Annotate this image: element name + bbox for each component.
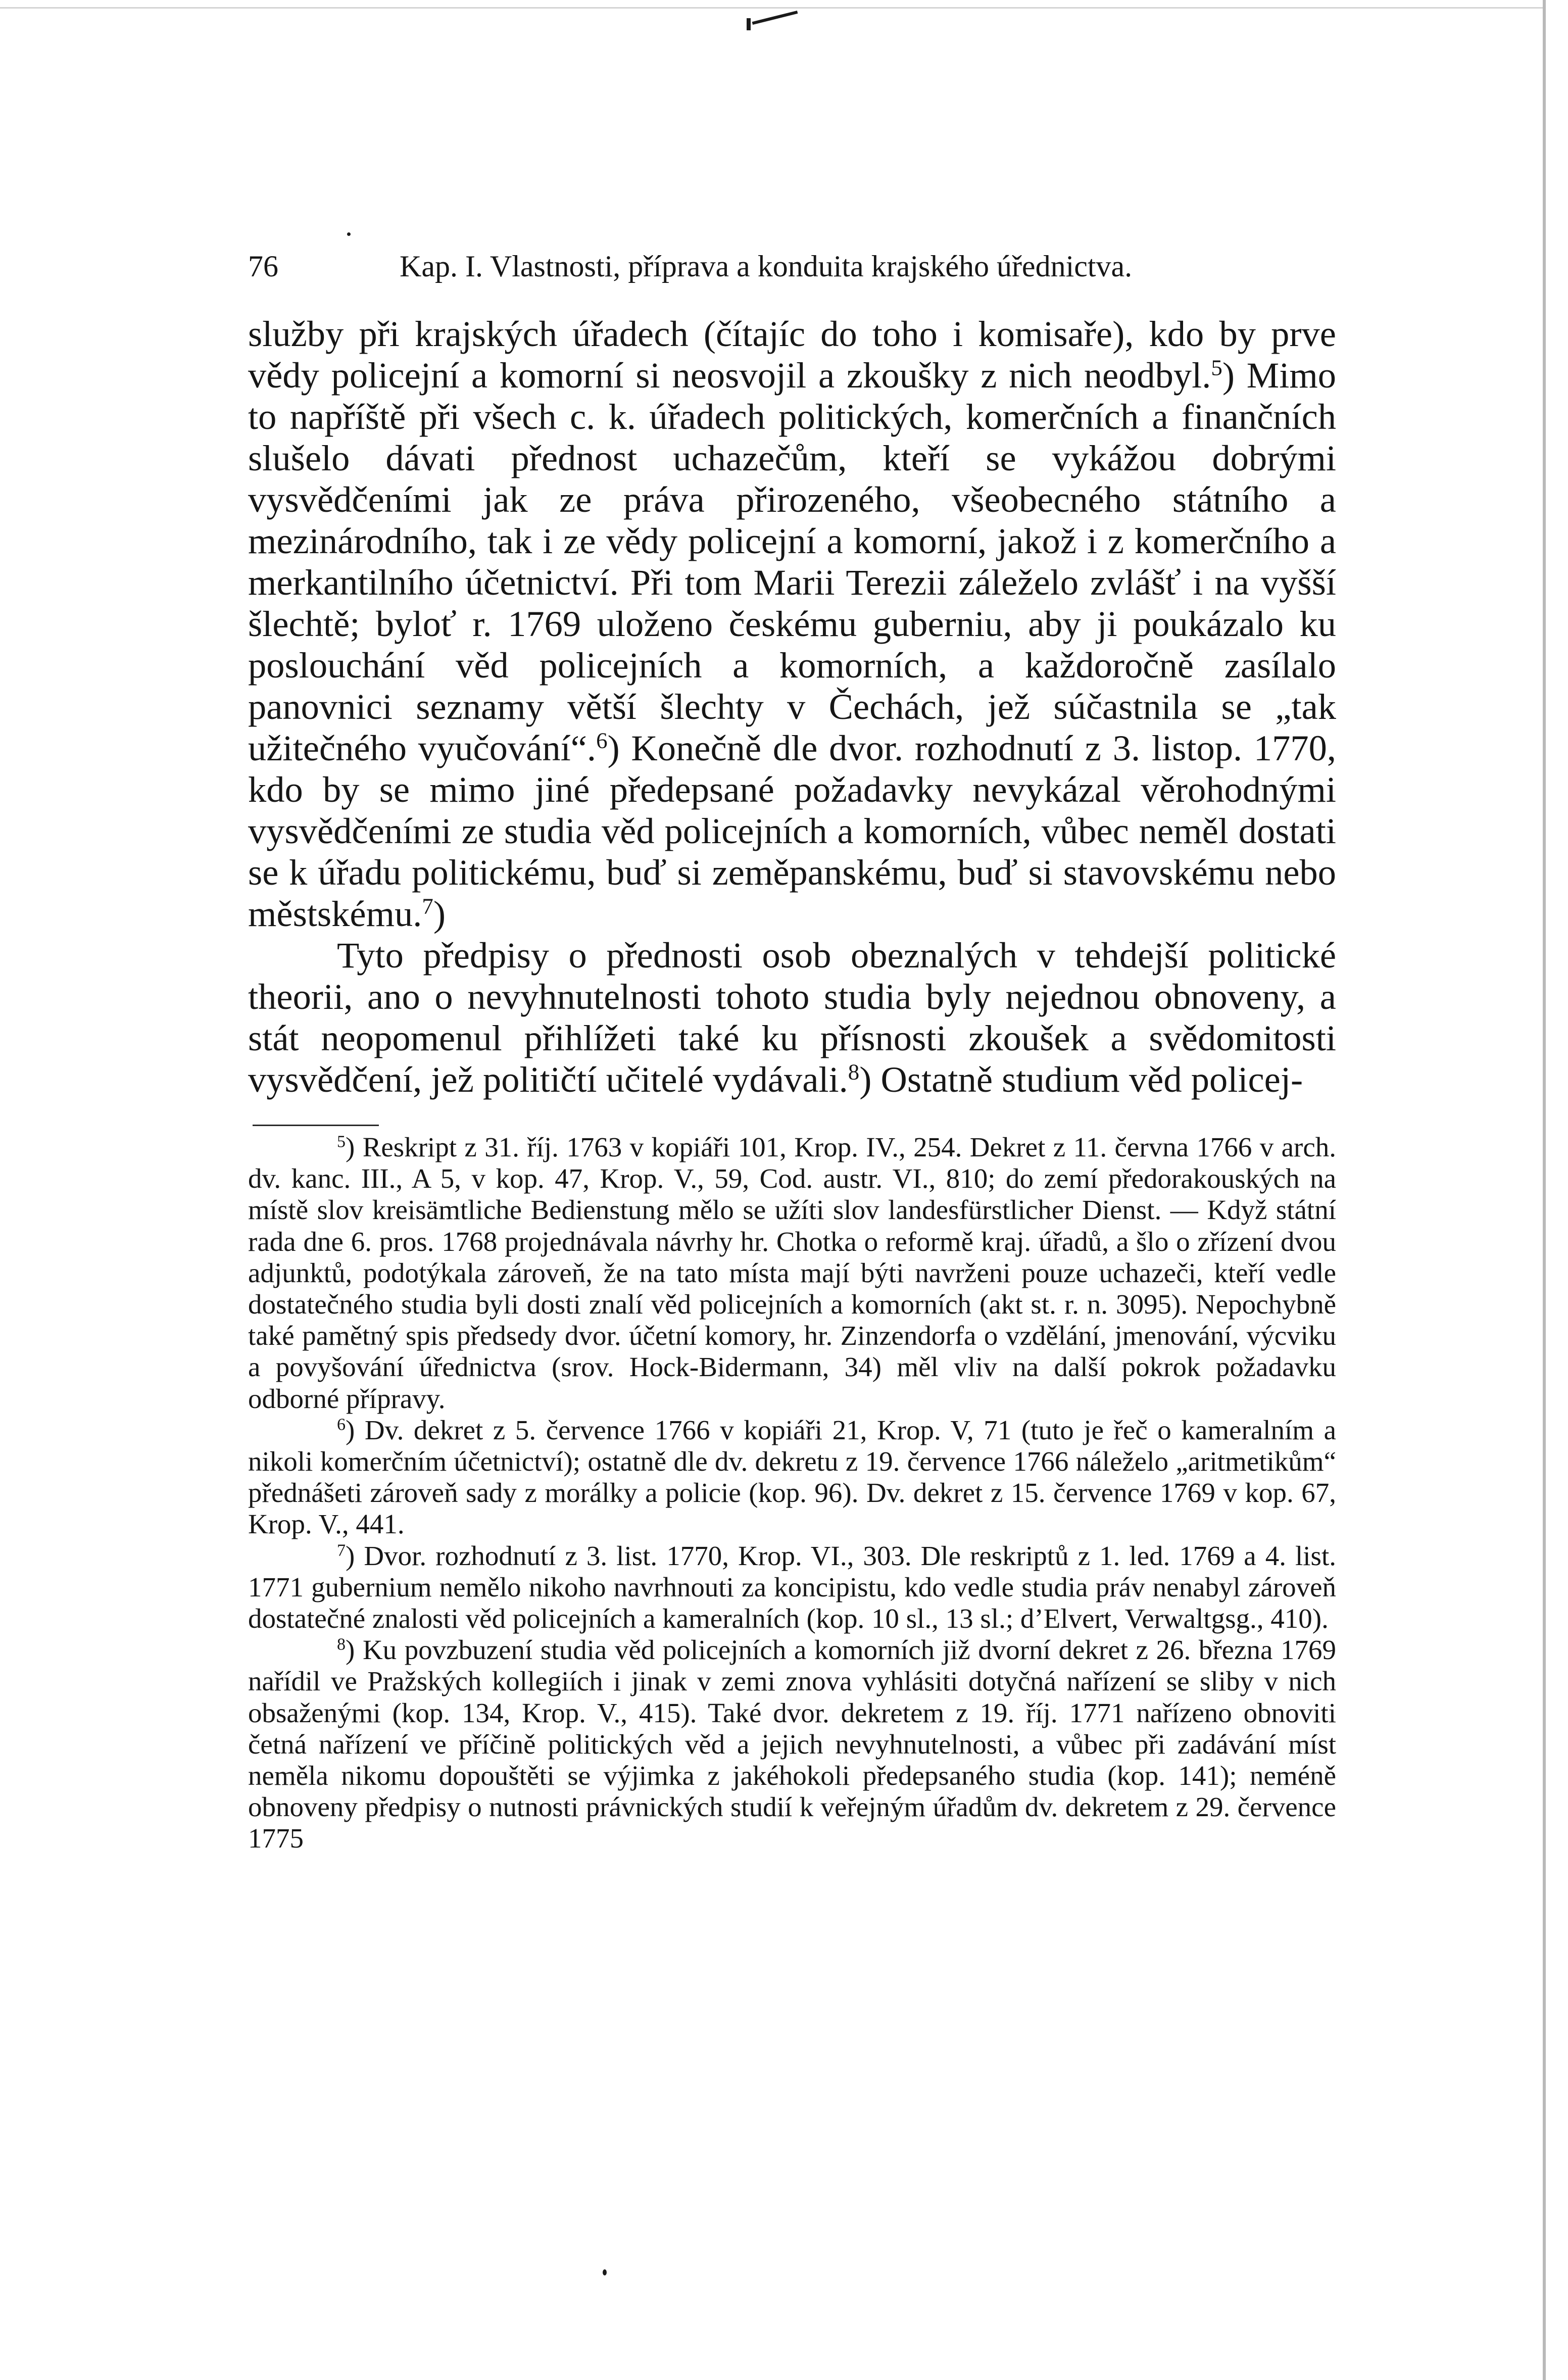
paragraph: [248, 313, 1336, 935]
scan-dot-header: [347, 232, 351, 236]
text-run: služby při krajských úřadech (čítajíc do toho i komisaře), kdo by prve vědy policejní a komorní si neosvojil a zkoušky z nich neodbyl.: [248, 313, 1336, 396]
footnote-text: ) Dvor. rozhodnutí z 3. list. 1770, Krop. VI., 303. Dle reskriptů z 1. led. 1769 a 4. list. 1771 gubernium nemělo nikoho navrhnouti za koncipistu, kdo vedle studia práv nenabyl zároveň dostatečné znalosti věd policejních a kameralních (kop. 10 sl., 13 sl.; d’Elvert, Verwaltgsg., 410).: [248, 1540, 1336, 1634]
scan-blot-top-small: [747, 18, 751, 30]
scan-top-edge: [0, 7, 1546, 9]
running-head: Kap. I. Vlastnosti, příprava a konduita krajského úřednictva.: [400, 250, 1133, 283]
footnote-ref-7: 7: [422, 893, 433, 919]
page-number: 76: [248, 250, 278, 283]
footnote-mark: 7: [337, 1540, 346, 1560]
text-run: Tyto předpisy o přednosti osob obeznalých v tehdejší politické theorii, ano o nevyhnutelnosti tohoto studia byly nejednou obnoveny, a stát neopomenul přihlížeti také ku přísnosti zkoušek a svědomitosti vysvědčení, jež političtí učitelé vydávali.: [248, 935, 1336, 1100]
text-run: ) Konečně dle dvor. rozhodnutí z 3. listop. 1770, kdo by se mimo jiné předepsané požadavky nevykázal věrohodnými vysvědčeními ze studia věd policejních a komorních, vůbec neměl dostati se k úřadu politickému, buď si zeměpanskému, buď si stavovskému nebo městskému.: [248, 727, 1336, 934]
footnote-text: ) Reskript z 31. říj. 1763 v kopiáři 101, Krop. IV., 254. Dekret z 11. června 1766 v arch. dv. kanc. III., A 5, v kop. 47, Krop. V., 59, Cod. austr. VI., 810; do zemí předorakouských na místě slov kreisämtliche Bedienstung mělo se užíti slov landesfürstlicher Dienst. — Když státní rada dne 6. pros. 1768 projednávala návrhy hr. Chotka o reformě kraj. úřadů, a šlo o zřízení dvou adjunktů, podotýkala zároveň, že na tato místa mají býti navrženi pouze uchazeči, kteří vedle dostatečného studia byli dosti znalí věd policejních a komorních (akt st. r. n. 3095). Nepochybně také pamětný spis předsedy dvor. účetní komory, hr. Zinzendorfa o vzdělání, jmenování, výcviku a povyšování úřednictva (srov. Hock-Bidermann, 34) měl vliv na další pokrok požadavku odborné přípravy.: [248, 1132, 1336, 1414]
paragraph: [248, 935, 1336, 1100]
text-run: ): [433, 893, 446, 934]
footnote-ref-6: 6: [596, 727, 608, 753]
scan-right-edge: [1543, 0, 1546, 2380]
footnote-6: [248, 1415, 1336, 1540]
footnote-ref-5: 5: [1211, 355, 1222, 380]
scan-blot-top: [752, 11, 798, 25]
text-run: ) Ostatně studium věd policej-: [859, 1059, 1303, 1100]
footnote-mark: 8: [337, 1635, 346, 1654]
footnote-divider: [253, 1125, 379, 1126]
footnote-text: ) Ku povzbuzení studia věd policejních a komorních již dvorní dekret z 26. března 1769 nařídil ve Pražských kollegiích i jinak v zemi znova vyhlásiti dotyčná nařízení se sliby v nich obsaženými (kop. 134, Krop. V., 415). Také dvor. dekretem z 19. říj. 1771 nařízeno obnoviti četná nařízení ve příčině politických věd a jejich nevyhnutelnosti, a vůbec při zadávání míst neměla nikomu dopouštěti se výjimka z jakéhokoli předepsaného studia (kop. 141); neméně obnoveny předpisy o nutnosti právnických studií k veřejným úřadům dv. dekretem z 29. července 1775: [248, 1634, 1336, 1854]
page-header: [248, 244, 1317, 289]
scan-dot-bottom: [603, 2269, 607, 2275]
footnote-7: [248, 1540, 1336, 1635]
footnote-mark: 6: [337, 1415, 346, 1434]
footnote-5: [248, 1132, 1336, 1415]
footnotes: [248, 1132, 1336, 1855]
footnote-text: ) Dv. dekret z 5. července 1766 v kopiáři 21, Krop. V, 71 (tuto je řeč o kameralním a nikoli komerčním účetnictví); ostatně dle dv. dekretu z 19. července 1766 náleželo „aritmetikům“ přednášeti zároveň sady z morálky a policie (kop. 96). Dv. dekret z 15. července 1769 v kop. 67, Krop. V., 441.: [248, 1414, 1336, 1540]
footnote-mark: 5: [337, 1132, 346, 1151]
text-run: ) Mimo to napříště při všech c. k. úřadech politických, komerčních a finančních slušelo dávati přednost uchazečům, kteří se vykážou dobrými vysvědčeními jak ze práva přirozeného, všeobecného státního a mezinárodního, tak i ze vědy policejní a komorní, jakož i z komerčního a merkantilního účetnictví. Při tom Marii Terezii záleželo zvlášť i na vyšší šlechtě; byloť r. 1769 uloženo českému guberniu, aby ji poukázalo ku poslouchání věd policejních a komorních, a každoročně zasílalo panovnici seznamy větší šlechty v Čechách, jež súčastnila se „tak užitečného vyučování“.: [248, 355, 1336, 768]
footnote-ref-8: 8: [848, 1059, 860, 1085]
footnote-8: [248, 1634, 1336, 1854]
main-text: [248, 313, 1336, 1100]
